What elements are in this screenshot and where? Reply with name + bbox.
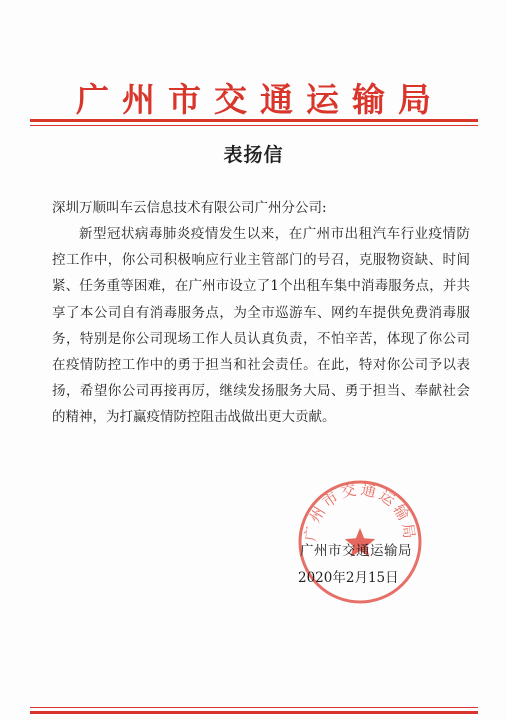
body-paragraph: 新型冠状病毒肺炎疫情发生以来，在广州市出租汽车行业疫情防控工作中，你公司积极响应行业主管部门的号召，克服物资缺、时间紧、任务重等困难，在广州市设立了1个出租车集中消毒服务点，并共享了本公司自有消毒服务点，为全市巡游车、网约车提供免费消毒服务，特别是你公司现场工作人员认真负责，不怕辛苦，体现了你公司在疫情防控工作中的勇于担当和社会责任。在此，特对你公司予以表扬，希望你公司再接再厉，继续发扬服务大局、勇于担当、奉献社会的精神，为打赢疫情防控阻击战做出更大贡献。 — [52, 226, 470, 426]
document-title: 表扬信 — [223, 144, 284, 166]
seal-text: 广州市交通运输局 — [301, 480, 419, 543]
letterhead-rule-thick — [30, 119, 478, 122]
footer-rule-thick — [30, 711, 478, 714]
salutation: 深圳万顺叫车云信息技术有限公司广州分公司: — [52, 200, 327, 216]
signature-organization: 广州市交通运输局 — [300, 543, 412, 559]
signature-date: 2020年2月15日 — [298, 570, 399, 586]
letterhead-title: 广州市交通运输局 — [76, 80, 444, 119]
letterhead-rule-thin — [30, 125, 478, 126]
footer-rule-thin — [30, 707, 478, 708]
